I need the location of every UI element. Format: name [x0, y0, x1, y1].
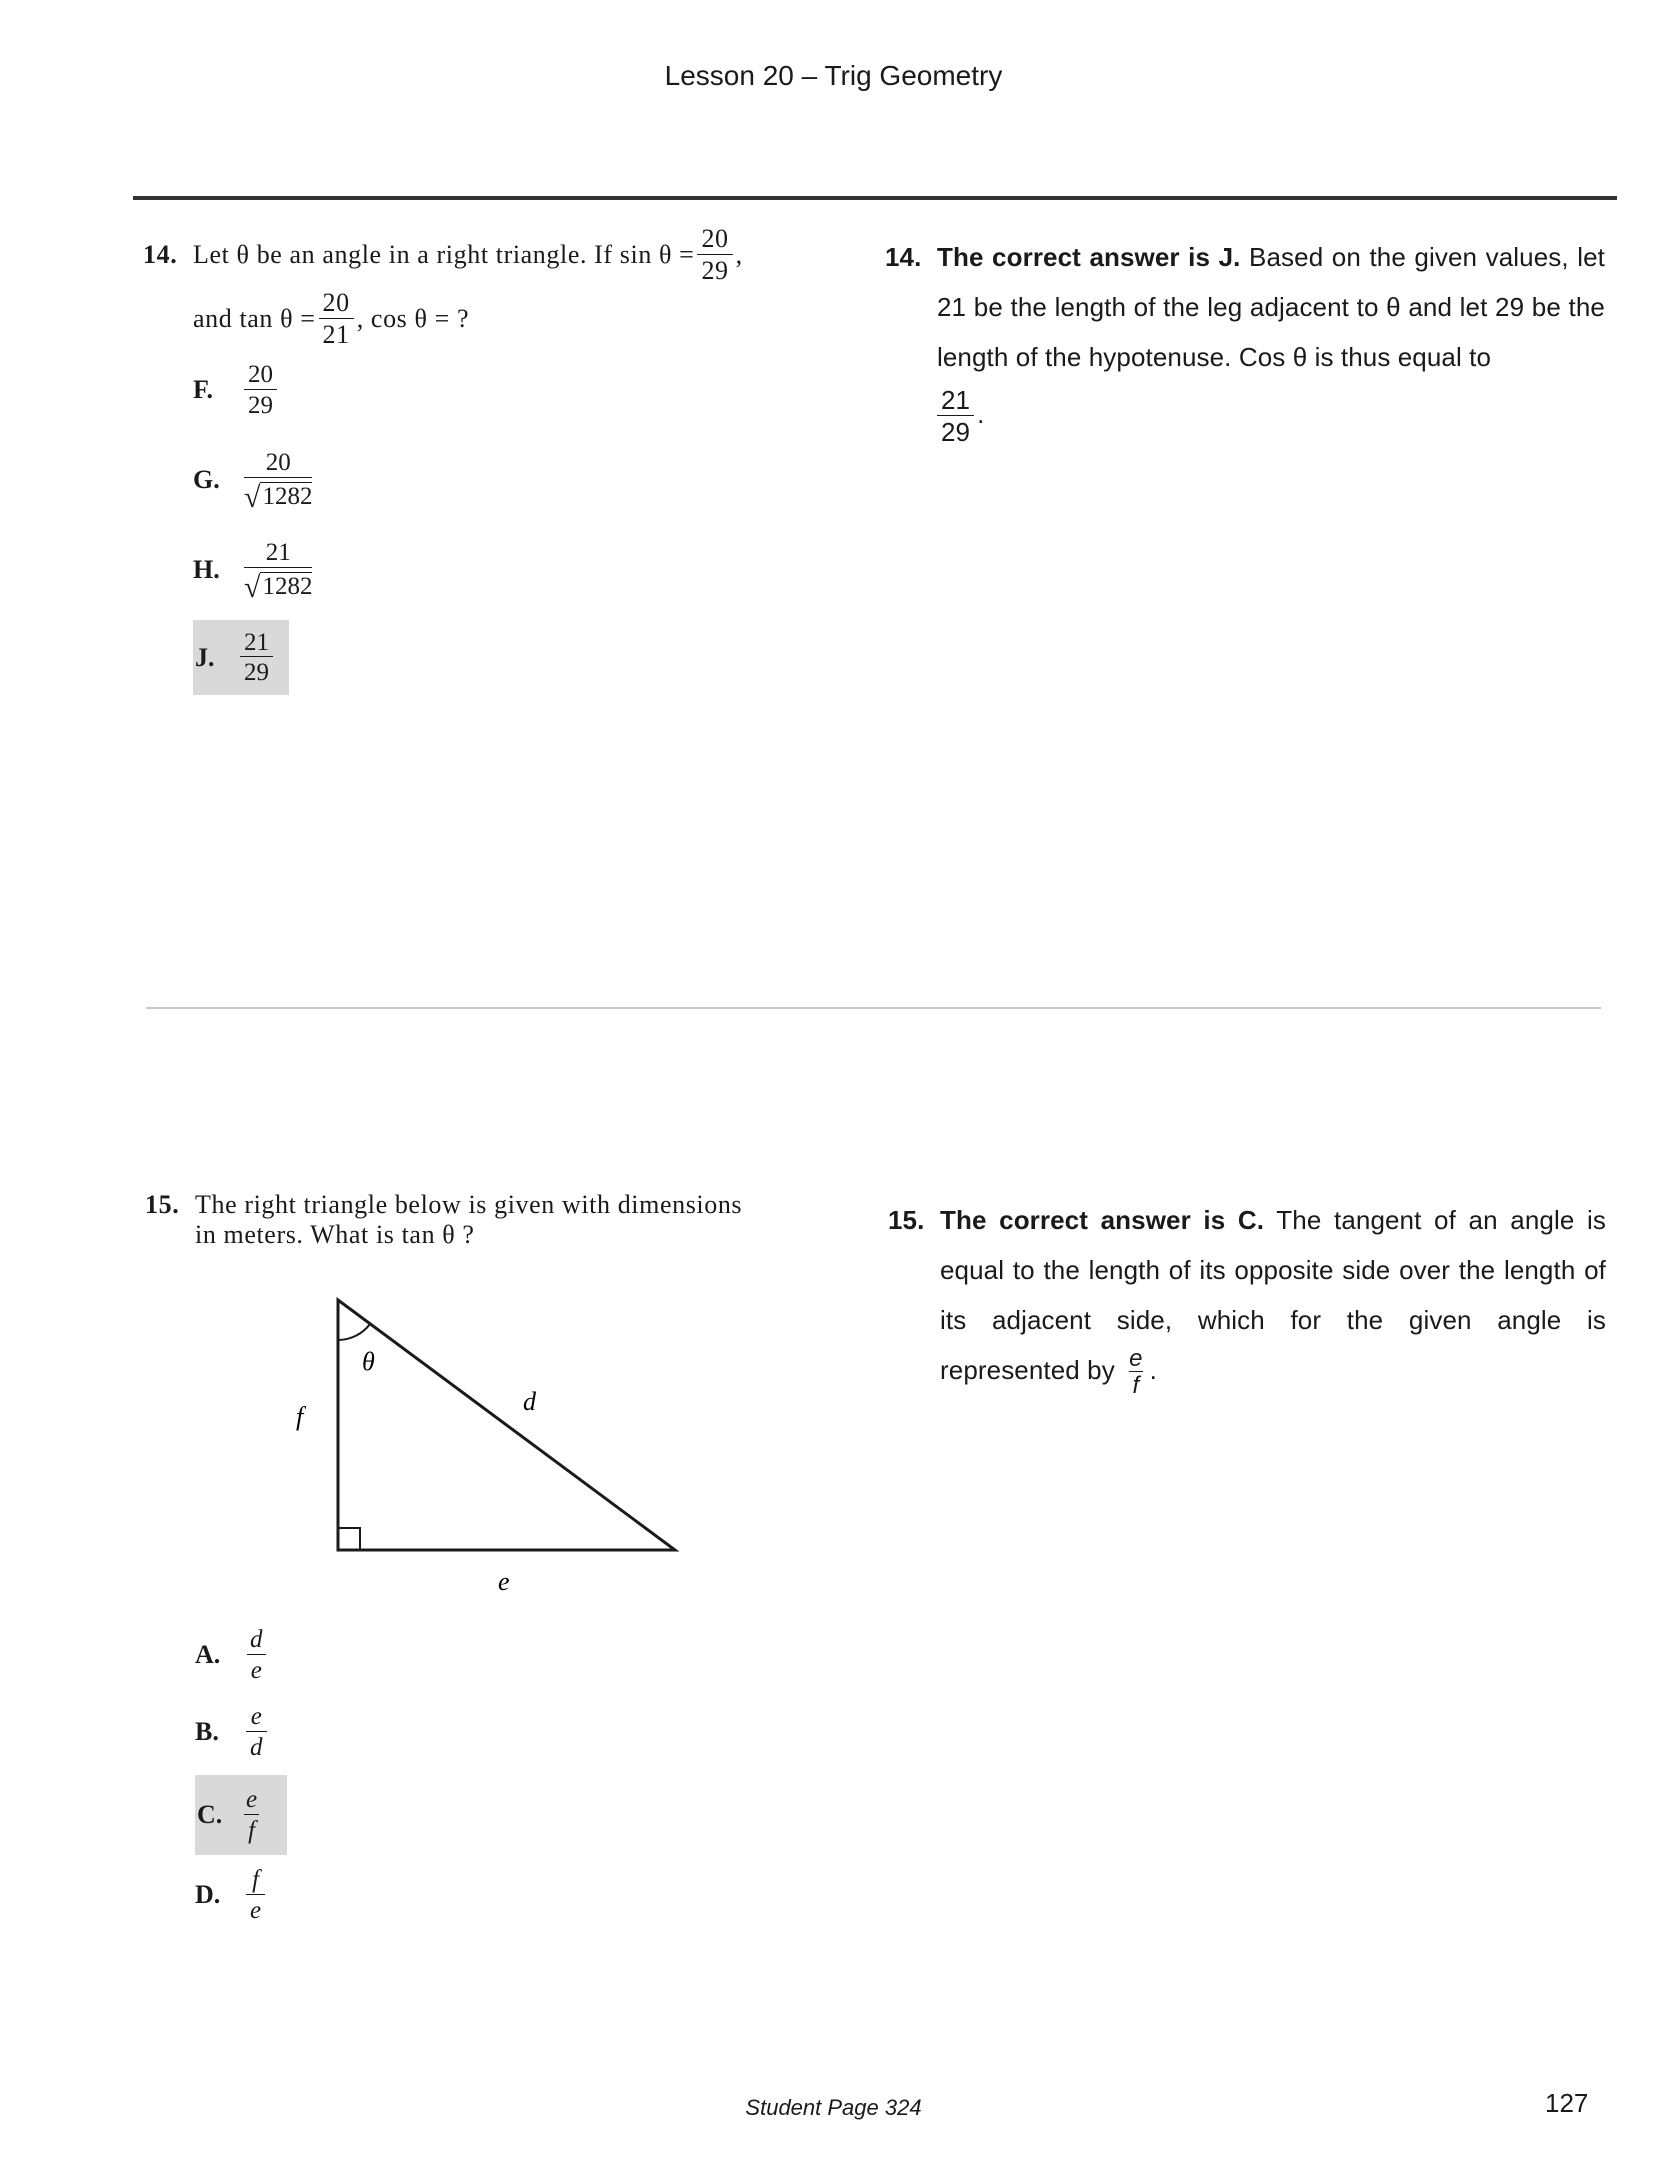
question-14: 14. Let θ be an angle in a right triangle. If sin θ = $\frac{20}{29}$ , and tan θ = $\frac{20}{21}$ , cos θ = ?: [143, 224, 743, 349]
footer-student-page: Student Page 324: [745, 2095, 922, 2120]
answer-14: 14. The correct answer is J. Based on the given values, let 21 be the length of the leg adjacent to θ and let 29 be the length of the hypotenuse. Cos θ is thus equal to $\frac{21}{29}$ .: [885, 242, 1606, 447]
choice-b[interactable]: B. $\frac{e}{d}$: [195, 1697, 270, 1767]
angle-theta-label: θ: [362, 1347, 375, 1376]
answer-15: 15. The correct answer is C. The tangent of an angle is equal to the length of its opposite side over the length of its adjacent side, which for the given angle is represented by $\frac{e}{f}$ .: [888, 1205, 1606, 1399]
question-15-number: 15.: [145, 1190, 180, 1219]
question-14-text-b: and tan θ =: [193, 304, 316, 334]
side-e-label: e: [498, 1567, 510, 1596]
side-d-label: d: [523, 1387, 536, 1416]
sin-fraction: $\frac{20}{29}$: [697, 225, 732, 285]
choice-j-highlighted[interactable]: J. $\frac{21}{29}$: [193, 620, 289, 695]
question-14-text-c: , cos θ = ?: [356, 304, 470, 334]
answer-15-text: The tangent of an angle is equal to the length of its opposite side over the length of its adjacent side, which for the given angle is represented by: [940, 1205, 1606, 1385]
page-header-title: Lesson 20 – Trig Geometry: [664, 60, 1003, 91]
radical-icon: √: [244, 480, 261, 514]
choice-c-highlighted[interactable]: C. $\frac{e}{f}$: [195, 1775, 287, 1855]
footer-page-number: 127: [1545, 2088, 1589, 2118]
section-divider: [146, 1007, 1601, 1009]
choice-f[interactable]: F. $\frac{20}{29}$: [193, 355, 280, 425]
answer-14-text: Based on the given values, let 21 be the length of the leg adjacent to θ and let 29 be the length of the hypotenuse. Cos θ is thus equal to: [937, 242, 1606, 372]
answer-15-fraction: $\frac{e}{f}$: [1129, 1344, 1143, 1399]
question-15: [145, 1190, 825, 1250]
question-14-number: 14.: [143, 240, 178, 270]
side-f-label: f: [296, 1402, 304, 1431]
right-triangle-diagram: [280, 1280, 700, 1610]
choice-g[interactable]: G. 20 √ 1282: [193, 449, 313, 514]
right-angle-marker: [338, 1528, 360, 1550]
tan-fraction: $\frac{20}{21}$: [319, 289, 354, 349]
question-15-text-b: in meters. What is tan θ ?: [195, 1219, 475, 1249]
choice-a[interactable]: A. $\frac{d}{e}$: [195, 1620, 270, 1690]
question-15-text-a: The right triangle below is given with dimensions: [195, 1190, 743, 1219]
question-14-text-a: Let θ be an angle in a right triangle. If sin θ =: [193, 240, 695, 270]
choice-d[interactable]: D. $\frac{f}{e}$: [195, 1860, 268, 1930]
header-divider: [133, 196, 1617, 200]
angle-arc: [338, 1324, 370, 1340]
triangle-shape: [338, 1300, 675, 1550]
choice-h[interactable]: H. 21 √ 1282: [193, 539, 313, 604]
answer-14-fraction: $\frac{21}{29}$: [937, 386, 974, 446]
answer-14-lead: The correct answer is J.: [937, 242, 1241, 272]
answer-15-lead: The correct answer is C.: [940, 1205, 1265, 1235]
radical-icon: √: [244, 570, 261, 604]
